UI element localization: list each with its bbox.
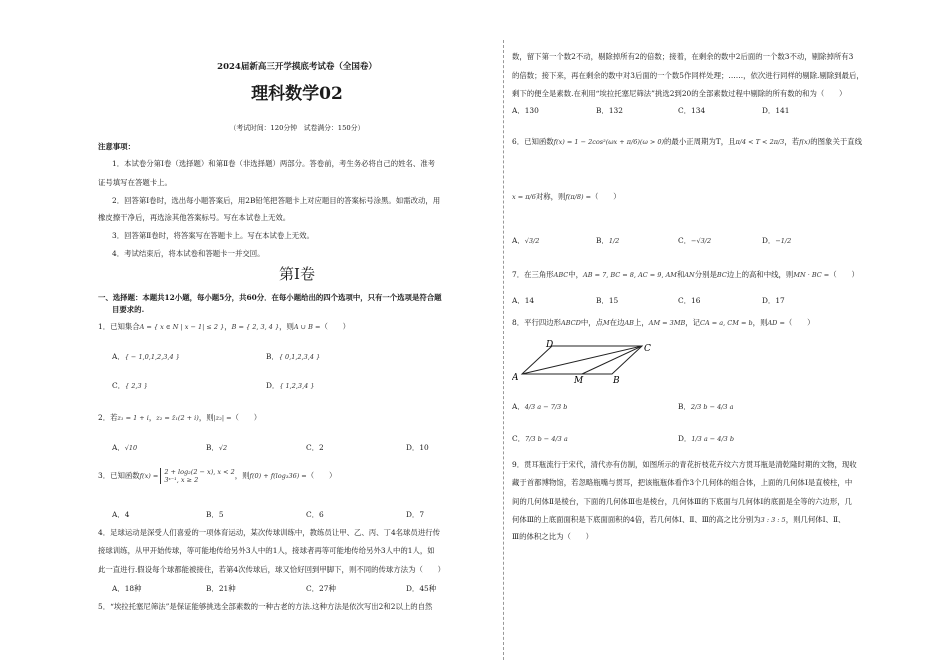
q7-option-a[interactable]: A．14 — [512, 296, 535, 305]
exam-title: 2024届新高三开学摸底考试卷（全国卷） — [217, 62, 377, 72]
q9-text: 何体Ⅲ的上底面面积是下底面面积的4倍，若几何体Ⅰ、Ⅱ、Ⅲ的高之比分别为 — [512, 515, 761, 524]
q3-text: 3．已知函数 — [98, 471, 140, 480]
q6-text: 6．已知函数 — [512, 137, 554, 146]
question-5-cont: 剩下的便全是素数.在利用“埃拉托塞尼筛法”挑选2到20的全部素数过程中剔除的所有数的和为（ ） — [512, 89, 847, 98]
q6-option-b[interactable]: B．1/2 — [596, 236, 620, 245]
q8-vectors: CA = a, CM = b — [700, 319, 753, 327]
q2-option-c[interactable]: C．2 — [306, 443, 324, 452]
q7-option-d-text: 17 — [775, 296, 785, 305]
question-4: 4．足球运动是深受人们喜爱的一项体育运动，某次传球训练中，教练员让甲、乙、丙、丁4名球员进行传 — [98, 528, 440, 537]
question-2: 2．若z₁ = 1 + i，z₂ = z̄₁(2 + i)，则|z₂| =（ ） — [98, 413, 262, 422]
q7-text: 中， — [568, 270, 584, 279]
q5-option-c-text: 134 — [691, 106, 706, 115]
label-a: A — [512, 373, 519, 383]
q1-text: ，则 — [279, 322, 294, 331]
note-line: 1．本试卷分第Ⅰ卷（选择题）和第Ⅱ卷（非选择题）两部分。答卷前，考生务必将自己的姓名、准考 — [112, 159, 436, 168]
q8-expr: AD = — [767, 319, 785, 327]
q3-case-2: 3ˣ⁻¹, x ≥ 2 — [164, 476, 199, 484]
q3-fx: f(x) = — [139, 472, 159, 480]
q7-option-c[interactable]: C．16 — [678, 296, 701, 305]
q6-option-c-text: −√3/2 — [691, 237, 712, 245]
q1-option-c[interactable]: C．{ 2,3 } — [112, 381, 148, 390]
q7-text: 7．在三角形 — [512, 270, 554, 279]
q8-option-a-text: 4/3 a − 7/3 b — [524, 403, 568, 411]
question-3 — [98, 468, 336, 484]
q7-expr: MN · BC = — [793, 271, 830, 279]
q1-tail: （ ） — [320, 322, 351, 331]
q8-text: 上， — [633, 318, 649, 327]
notes-heading: 注意事项： — [98, 142, 135, 151]
q8-text: ，记 — [685, 318, 701, 327]
q8-ab: AB — [624, 319, 634, 327]
q8-text: ，则 — [752, 318, 768, 327]
q4-option-d[interactable]: D．45种 — [406, 584, 437, 593]
q5-option-a[interactable]: A．130 — [512, 106, 539, 115]
q4-option-c[interactable]: C．27种 — [306, 584, 336, 593]
q3-option-a-text: 4 — [124, 510, 130, 519]
q3-option-d-text: 7 — [419, 510, 425, 519]
note-line: 2．回答第Ⅰ卷时，选出每小题答案后，用2B铅笔把答题卡上对应题目的答案标号涂黑。如需改动，用 — [112, 196, 441, 205]
time-note: （考试时间：120分钟 试卷满分：150分） — [229, 124, 365, 132]
q1-set-b: B = { 2, 3, 4 } — [231, 323, 280, 331]
q2-option-c-text: 2 — [319, 443, 324, 452]
q2-option-b[interactable]: B．√2 — [206, 443, 228, 452]
q8-option-d-text: 1/3 a − 4/3 b — [691, 435, 734, 443]
note-line: 3．回答第Ⅱ卷时，将答案写在答题卡上。写在本试卷上无效。 — [112, 231, 314, 240]
q8-m: M — [603, 319, 610, 327]
label-d: D — [546, 340, 554, 350]
q5-option-d-text: 141 — [775, 106, 790, 115]
q2-option-a[interactable]: A．√10 — [112, 443, 138, 452]
q2-z1: z₁ = 1 + i — [117, 414, 149, 422]
q4-option-b[interactable]: B．21种 — [206, 584, 236, 593]
question-5-cont: 的倍数；接下来，再在剩余的数中对3后面的一个数5作同样处理；……，依次进行同样的剔除.剔除到最后， — [512, 71, 864, 80]
q8-condition: AM = 3MB — [648, 319, 686, 327]
q9-text: ，则几何体Ⅰ、Ⅱ、 — [785, 515, 846, 524]
q3-option-b[interactable]: B．5 — [206, 510, 224, 519]
q2-expr: |z₂| = — [213, 414, 232, 422]
q8-option-c-text: 7/3 b − 4/3 a — [525, 435, 568, 443]
q3-text: ，则 — [234, 471, 250, 480]
question-8 — [512, 318, 814, 328]
q7-tail: （ ） — [829, 270, 859, 279]
q6-expr: f(π/8) = — [565, 193, 592, 201]
q6-option-d[interactable]: D．−1/2 — [762, 236, 792, 245]
q6-condition: π/4 < T < 2π/3 — [735, 138, 785, 146]
q1-text: 1．已知集合 — [98, 322, 140, 331]
q8-text: 中，点 — [580, 318, 604, 327]
q6-function: f(x) = 1 − 2cos²(ωx + π/6)(ω > 0) — [553, 138, 665, 146]
q3-tail: （ ） — [306, 471, 337, 480]
q2-option-d[interactable]: D．10 — [406, 443, 429, 452]
label-m: M — [574, 376, 584, 386]
q6-option-d-text: −1/2 — [775, 237, 792, 245]
q5-option-b[interactable]: B．132 — [596, 106, 623, 115]
question-9: 9．贯耳瓶流行于宋代，清代亦有仿制，如图所示的青花折枝花卉纹六方贯耳瓶是清乾隆时期的文物，现收 — [512, 460, 857, 469]
q7-option-c-text: 16 — [691, 296, 701, 305]
q6-tail: （ ） — [591, 192, 621, 201]
subject-title: 理科数学02 — [251, 84, 343, 104]
q6-option-a-text: √3/2 — [524, 237, 540, 245]
q1-set-a: A = { x ∈ N | x − 1| ≤ 2 } — [139, 323, 225, 331]
q4-option-a-text: 18种 — [124, 584, 142, 593]
q6-line-eq: x = π/6 — [512, 193, 536, 201]
q3-option-c-text: 6 — [319, 510, 324, 519]
q3-option-b-text: 5 — [218, 510, 224, 519]
section-title: 第Ⅰ卷 — [279, 265, 315, 283]
question-9-line-4 — [512, 515, 845, 525]
q3-option-a[interactable]: A．4 — [112, 510, 130, 519]
q1-option-d-text: { 1,2,3,4 } — [279, 382, 315, 390]
q6-text: ，若 — [784, 137, 800, 146]
q4-option-d-text: 45种 — [419, 584, 437, 593]
q8-option-c[interactable]: C．7/3 b − 4/3 a — [512, 434, 568, 443]
q3-expr: f(0) + f(log₃36) = — [249, 472, 307, 480]
note-line: 4．考试结束后，将本试卷和答题卡一并交回。 — [112, 249, 265, 258]
q5-option-d[interactable]: D．141 — [762, 106, 790, 115]
q7-option-b-text: 15 — [608, 296, 619, 305]
column-divider — [503, 40, 504, 660]
q5-option-a-text: 130 — [524, 106, 539, 115]
q8-option-a[interactable]: A．4/3 a − 7/3 b — [512, 402, 568, 411]
question-5-cont: 数，留下第一个数2不动，剔除掉所有2的倍数；接着，在剩余的数中2后面的一个数3不动，剔除掉所有3 — [512, 52, 854, 61]
q8-text: 8．平行四边形 — [512, 318, 562, 327]
question-5: 5．“埃拉托塞尼筛法”是保证能够挑选全部素数的一种古老的方法.这种方法是依次写出2和2以上的自然 — [98, 602, 433, 611]
q7-given: AB = 7, BC = 8, AC = 9, AM — [583, 271, 677, 279]
label-c: C — [644, 344, 651, 354]
question-7 — [512, 270, 859, 280]
q2-text: ，则 — [198, 413, 214, 422]
q1-option-a[interactable]: A．{ − 1,0,1,2,3,4 } — [112, 352, 180, 361]
q8-tail: （ ） — [784, 318, 815, 327]
question-9: 藏于首都博物馆，若忽略瓶嘴与贯耳，把该瓶瓶体看作3个几何体的组合体，上面的几何体Ⅰ是直棱柱，中 — [512, 478, 853, 487]
question-1: 1．已知集合A = { x ∈ N | x − 1| ≤ 2 }，B = { 2, 3, 4 }，则A ∪ B =（ ） — [98, 322, 351, 331]
q6-option-a[interactable]: A．√3/2 — [512, 236, 540, 245]
q8-text: 在边 — [609, 318, 625, 327]
label-b: B — [613, 376, 620, 386]
q2-tail: （ ） — [231, 413, 262, 422]
q9-ratio: 3 : 3 : 5 — [760, 516, 786, 524]
q1-option-d[interactable]: D．{ 1,2,3,4 } — [266, 381, 315, 390]
q6-text: 的最小正周期为T，且 — [664, 137, 736, 146]
q5-option-b-text: 132 — [608, 106, 623, 115]
section-instructions: 一、选择题：本题共12小题，每小题5分，共60分．在每小题给出的四个选项中，只有一个选项是符合题 — [98, 293, 442, 302]
q7-triangle: ABC — [553, 271, 569, 279]
parallelogram-figure — [512, 338, 652, 388]
question-4: 此一直进行.假设每个球都能被接住，若第4次传球后，球又恰好回到甲脚下，则不同的传球方法为（ ） — [98, 565, 446, 574]
q5-option-c[interactable]: C．134 — [678, 106, 706, 115]
q2-text: 2．若 — [98, 413, 118, 422]
q1-option-b-text: { 0,1,2,3,4 } — [278, 353, 321, 361]
section-instructions: 目要求的. — [112, 305, 145, 314]
q2-option-a-text: √10 — [124, 444, 138, 452]
question-6 — [512, 135, 862, 149]
note-line: 橡皮擦干净后，再选涂其他答案标号。写在本试卷上无效。 — [98, 213, 291, 222]
note-line: 证号填写在答题卡上。 — [98, 178, 172, 187]
q7-text: 边上的高和中线，则 — [726, 270, 794, 279]
q6-fx: f(x) — [799, 138, 811, 146]
q8-option-b[interactable]: B．2/3 b − 4/3 a — [678, 402, 734, 411]
q7-an: AN — [684, 271, 695, 279]
q6-option-b-text: 1/2 — [608, 237, 620, 245]
left-column — [98, 0, 496, 672]
q3-option-c[interactable]: C．6 — [306, 510, 324, 519]
question-4: 接球训练，从甲开始传球，等可能地传给另外3人中的1人，接球者再等可能地传给另外3人中的1人，如 — [98, 546, 435, 555]
q6-option-c[interactable]: C．−√3/2 — [678, 236, 712, 245]
question-9-line-5: Ⅲ的体积之比为（ ） — [512, 532, 594, 541]
diagonal-ac — [522, 346, 642, 374]
question-9: 间的几何体Ⅱ是棱台，下面的几何体Ⅲ也是棱台，几何体Ⅲ的下底面与几何体Ⅰ的底面是全等的六边形，几 — [512, 497, 852, 506]
q7-option-b[interactable]: B．15 — [596, 296, 619, 305]
q1-option-c-text: { 2,3 } — [125, 382, 148, 390]
q3-case-1: 2 + log₂(2 − x), x < 2 — [164, 468, 235, 476]
q7-bc: BC — [716, 271, 727, 279]
q7-text: 和 — [676, 270, 685, 279]
q4-option-c-text: 27种 — [319, 584, 336, 593]
q8-abcd: ABCD — [561, 319, 581, 327]
q2-option-d-text: 10 — [419, 443, 429, 452]
q2-option-b-text: √2 — [218, 444, 228, 452]
q1-option-a-text: { − 1,0,1,2,3,4 } — [124, 353, 180, 361]
q6-text: 对称，则 — [535, 192, 566, 201]
q4-option-b-text: 21种 — [218, 584, 236, 593]
q1-option-b[interactable]: B．{ 0,1,2,3,4 } — [266, 352, 321, 361]
question-6-line-2 — [512, 192, 621, 202]
q4-option-a[interactable]: A．18种 — [112, 584, 142, 593]
q2-z2: z₂ = z̄₁(2 + i) — [156, 414, 199, 422]
q1-expr: A ∪ B = — [293, 323, 321, 331]
q7-option-d[interactable]: D．17 — [762, 296, 785, 305]
q8-option-b-text: 2/3 b − 4/3 a — [690, 403, 734, 411]
q3-option-d[interactable]: D．7 — [406, 510, 425, 519]
q7-option-a-text: 14 — [524, 296, 535, 305]
q7-text: 分别是 — [694, 270, 717, 279]
right-column — [512, 0, 910, 672]
q6-text: 的图象关于直线 — [810, 137, 863, 146]
q3-piecewise — [160, 468, 234, 484]
segment-cm — [582, 346, 642, 374]
q8-option-d[interactable]: D．1/3 a − 4/3 b — [678, 434, 734, 443]
